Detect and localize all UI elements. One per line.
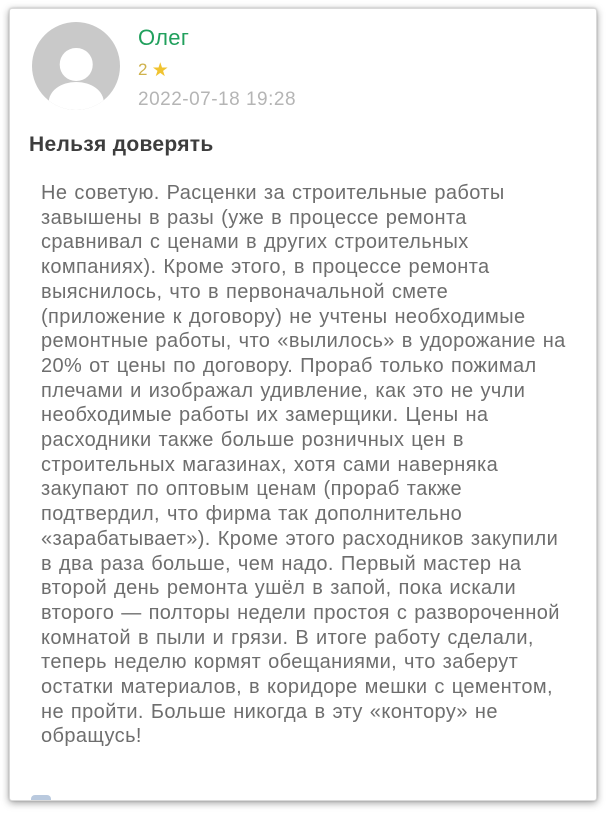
review-header — [32, 22, 296, 111]
review-body: Не советую. Расценки за строительные работы завышены в разы (уже в процессе ремонта сравнивал с ценами в других строительных компаниях). Кроме этого, в процессе ремонта выяснилось, что в первоначальной смете (приложение к договору) не учтены необходимые ремонтные работы, что «вылилось» в удорожание на 20% от цены по договору. Прораб только пожимал плечами и изображал удивление, как это не учли необходимые работы их замерщики. Цены на расходники также больше розничных цен в строительных магазинах, хотя сами наверняка закупают по оптовым ценам (прораб также подтвердил, что фирма так дополнительно «зарабатывает»). Кроме этого расходников закупили в два раза больше, чем надо. Первый мастер на второй день ремонта ушёл в запой, пока искали второго — полторы недели простоя с развороченной комнатой в пыли и грязи. В итоге работу сделали, теперь неделю кормят обещаниями, что заберут остатки материалов, в коридоре мешки с цементом, не пройти. Больше никогда в эту «контору» не обращусь! — [41, 182, 566, 748]
review-title: Нельзя доверять — [29, 133, 214, 156]
person-icon — [60, 48, 93, 81]
rating-value: 2 — [138, 60, 148, 79]
review-card — [9, 8, 597, 801]
review-meta — [138, 22, 296, 111]
avatar — [32, 22, 120, 110]
star-icon: ★ — [151, 59, 169, 81]
rating — [138, 60, 296, 80]
person-icon-shoulders — [49, 82, 104, 110]
review-author[interactable]: Олег — [138, 25, 190, 50]
review-date: 2022-07-18 19:28 — [138, 89, 297, 110]
clipped-element — [31, 795, 51, 801]
